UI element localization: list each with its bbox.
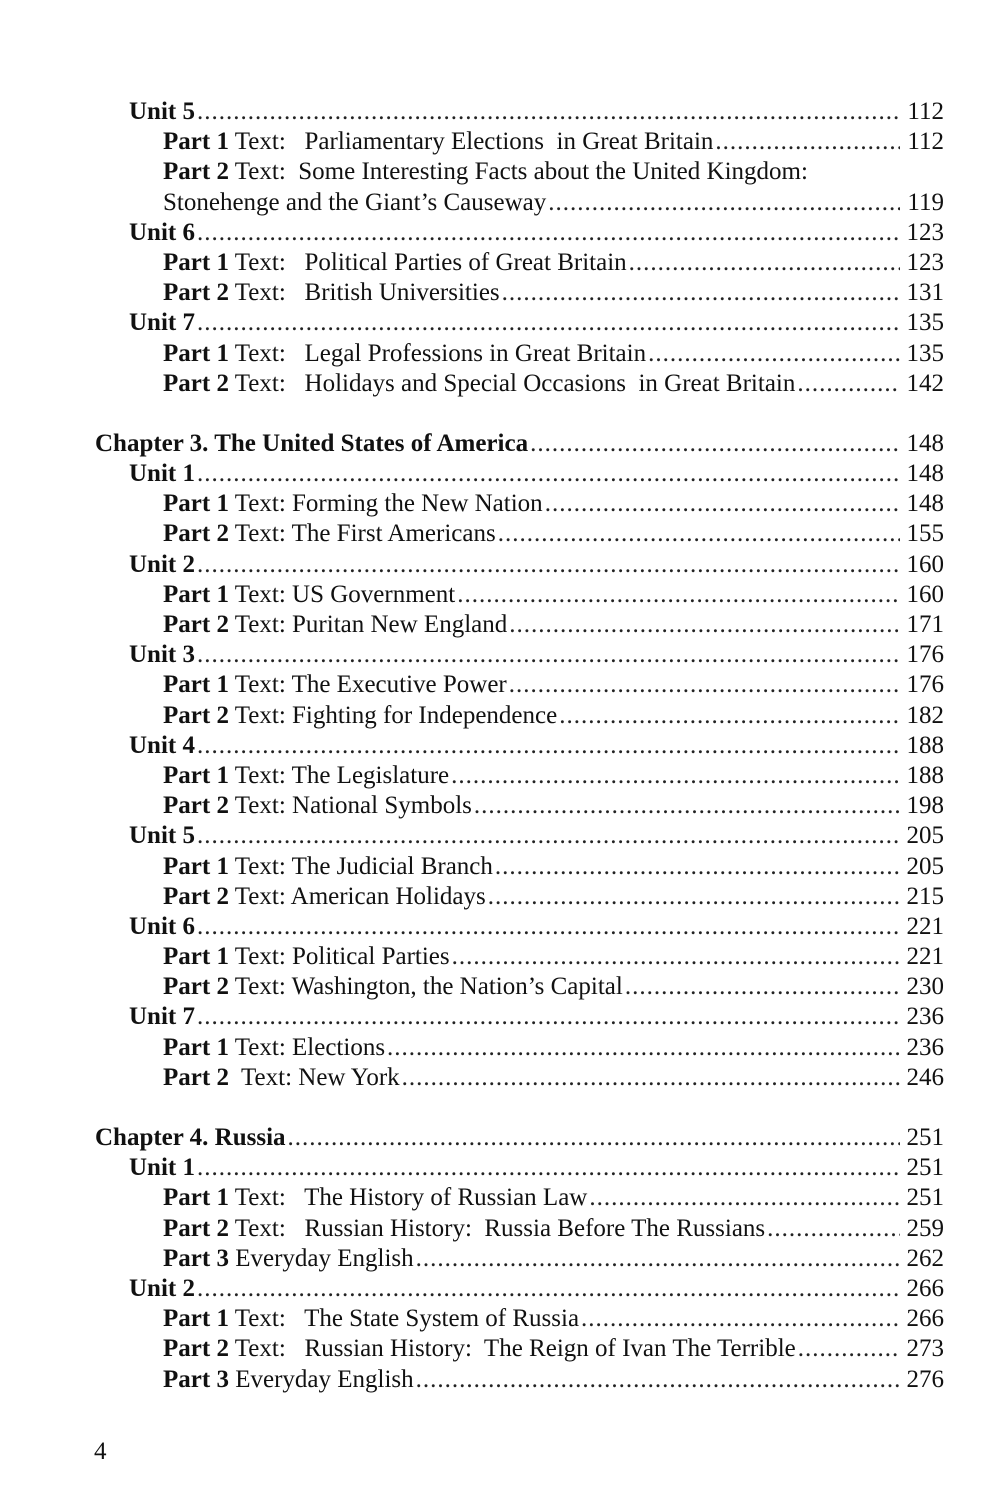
toc-entry-text: Text: Washington, the Nation’s Capital	[228, 973, 623, 1001]
toc-entry-heading: Unit 1	[129, 460, 195, 488]
toc-part-entry	[0, 1183, 1000, 1213]
toc-entry-heading: Unit 4	[129, 731, 195, 759]
toc-entry-title	[95, 429, 530, 459]
dot-leader	[530, 429, 900, 459]
dot-leader	[197, 550, 900, 580]
toc-page-number: 246	[904, 1063, 945, 1093]
toc-part-entry	[0, 489, 1000, 519]
dot-leader	[545, 489, 900, 519]
toc-part-entry	[0, 1214, 1000, 1244]
toc-entry-heading: Chapter 4. Russia	[95, 1124, 286, 1151]
toc-page-number: 176	[904, 670, 945, 700]
toc-page-number: 119	[904, 188, 944, 218]
toc-entry-heading: Part 2	[163, 882, 229, 910]
toc-part-entry	[0, 852, 1000, 882]
toc-page-number: 251	[904, 1183, 945, 1213]
toc-entry-title	[163, 852, 495, 882]
dot-leader	[197, 1274, 900, 1304]
toc-entry-text: Text: Political Parties	[228, 943, 450, 971]
toc-entry-text: Text: Some Interesting Facts about the United Kingdom:	[228, 158, 808, 186]
toc-unit-entry	[0, 550, 1000, 580]
toc-entry-title	[163, 580, 457, 610]
toc-unit-entry	[0, 821, 1000, 851]
toc-part-entry	[0, 369, 1000, 399]
dot-leader	[197, 1153, 900, 1183]
toc-entry-title	[129, 308, 197, 338]
toc-page-number: 182	[904, 701, 945, 731]
toc-page-number: 198	[904, 791, 945, 821]
toc-entry-heading: Part 1	[163, 248, 229, 276]
toc-entry-heading: Part 1	[163, 852, 229, 880]
toc-part-entry	[0, 1334, 1000, 1364]
toc-entry-title	[129, 912, 197, 942]
toc-part-entry	[0, 942, 1000, 972]
toc-page-number: 236	[904, 1033, 945, 1063]
toc-unit-entry	[0, 731, 1000, 761]
toc-entry-title	[163, 489, 545, 519]
toc-entry-title	[129, 218, 197, 248]
dot-leader	[474, 791, 900, 821]
toc-page-number: 276	[904, 1365, 945, 1395]
toc-part-entry	[0, 701, 1000, 731]
toc-entry-title	[95, 1123, 288, 1153]
toc-entry-text: Text: Political Parties of Great Britain	[228, 248, 627, 276]
toc-entry-heading: Part 2	[163, 369, 229, 397]
dot-leader	[197, 97, 900, 127]
toc-part-entry	[0, 127, 1000, 157]
toc-entry-heading: Part 1	[163, 1305, 229, 1333]
toc-entry-title	[163, 791, 474, 821]
toc-entry-heading: Part 2	[163, 973, 229, 1001]
toc-page-number: 142	[904, 369, 945, 399]
toc-entry-text: Text: Puritan New England	[228, 611, 508, 638]
toc-page-number: 266	[904, 1274, 945, 1304]
toc-entry-heading: Part 1	[163, 943, 229, 971]
dot-leader	[288, 1123, 900, 1153]
toc-part-entry	[0, 278, 1000, 308]
toc-part-entry	[0, 791, 1000, 821]
toc-entry-text: Everyday English	[228, 1244, 414, 1272]
toc-entry-title	[163, 339, 648, 369]
dot-leader	[197, 821, 900, 851]
toc-entry-title	[163, 278, 502, 308]
toc-page-number: 205	[904, 821, 945, 851]
toc-entry-text: Text: The Executive Power	[228, 671, 507, 699]
toc-page-number: 188	[904, 761, 945, 791]
dot-leader	[629, 248, 900, 278]
toc-entry-text: Text: The Judicial Branch	[228, 852, 493, 880]
toc-entry-title	[163, 882, 488, 912]
dot-leader	[495, 852, 900, 882]
toc-entry-title	[129, 1002, 197, 1032]
toc-part-entry	[0, 1365, 1000, 1395]
toc-entry-title	[163, 1365, 416, 1395]
dot-leader	[559, 701, 900, 731]
toc-entry-heading: Part 2	[163, 520, 229, 548]
toc-entry-heading: Unit 7	[129, 1003, 195, 1031]
toc-entry-heading: Part 2	[163, 279, 229, 307]
toc-entry-text: Text: US Government	[228, 580, 456, 608]
toc-entry-title	[163, 1033, 387, 1063]
toc-page-number: 112	[904, 97, 944, 127]
dot-leader	[589, 1183, 900, 1213]
toc-entry-text: Text: New York	[228, 1063, 400, 1091]
toc-part-entry	[0, 882, 1000, 912]
toc-entry-title	[129, 640, 197, 670]
dot-leader	[197, 912, 900, 942]
dot-leader	[648, 339, 900, 369]
toc-entry-title	[163, 761, 451, 791]
toc-part-entry	[0, 580, 1000, 610]
toc-chapter-entry	[0, 429, 1000, 459]
toc-entry-heading: Unit 2	[129, 1274, 195, 1302]
toc-page-number: 230	[904, 972, 945, 1002]
toc-entry-title	[163, 670, 509, 700]
toc-entry-title	[163, 1244, 416, 1274]
dot-leader	[498, 519, 900, 549]
toc-page-number: 123	[904, 248, 945, 278]
dot-leader	[509, 610, 900, 640]
toc-part-entry	[0, 339, 1000, 369]
toc-entry-text: Text: American Holidays	[228, 882, 486, 910]
toc-page-number: 266	[904, 1304, 945, 1334]
toc-entry-title	[163, 127, 715, 157]
dot-leader	[767, 1214, 900, 1244]
dot-leader	[416, 1244, 900, 1274]
toc-unit-entry	[0, 1153, 1000, 1183]
toc-entry-text: Text: Forming the New Nation	[228, 490, 543, 518]
toc-entry-heading: Part 2	[163, 701, 229, 729]
toc-page-number: 215	[904, 882, 945, 912]
dot-leader	[457, 580, 900, 610]
toc-entry-text: Text: Holidays and Special Occasions in Great Britain	[228, 369, 796, 397]
toc-entry-text: Text: Elections	[228, 1033, 386, 1061]
toc-entry-heading: Unit 2	[129, 550, 195, 578]
toc-entry-text: Text: The Legislature	[228, 761, 450, 789]
toc-entry-title	[129, 821, 197, 851]
toc-entry-heading: Part 2	[163, 158, 229, 186]
toc-unit-entry	[0, 459, 1000, 489]
dot-leader	[502, 278, 900, 308]
toc-entry-title	[163, 972, 625, 1002]
toc-part-entry	[0, 610, 1000, 640]
toc-entry-heading: Unit 6	[129, 218, 195, 246]
toc-page-number: 221	[904, 912, 945, 942]
toc-page-number: 273	[904, 1334, 945, 1364]
table-of-contents	[0, 97, 1000, 1395]
dot-leader	[402, 1063, 900, 1093]
toc-page-number: 123	[904, 218, 945, 248]
toc-page-number: 155	[904, 519, 945, 549]
toc-entry-heading: Unit 1	[129, 1154, 195, 1182]
toc-entry-title	[129, 1153, 197, 1183]
dot-leader	[625, 972, 900, 1002]
toc-entry-text: Everyday English	[228, 1365, 414, 1393]
toc-entry-heading: Part 2	[163, 1214, 229, 1242]
toc-entry-heading: Part 1	[163, 339, 229, 367]
dot-leader	[451, 761, 900, 791]
dot-leader	[416, 1365, 900, 1395]
toc-entry-text: Stonehenge and the Giant’s Causeway	[163, 188, 547, 216]
toc-entry-text: Text: Fighting for Independence	[228, 701, 558, 729]
toc-entry-title	[163, 1304, 581, 1334]
dot-leader	[797, 369, 900, 399]
toc-unit-entry	[0, 218, 1000, 248]
toc-entry-heading: Part 2	[163, 1335, 229, 1363]
toc-entry-text: Text: The History of Russian Law	[228, 1184, 588, 1212]
toc-page-number: 135	[904, 339, 945, 369]
toc-page-number: 112	[904, 127, 944, 157]
toc-entry-heading: Part 1	[163, 1033, 229, 1061]
toc-page-number: 251	[904, 1123, 945, 1153]
toc-page-number: 176	[904, 640, 945, 670]
toc-entry-heading: Part 2	[163, 611, 229, 638]
section-gap	[0, 399, 1000, 429]
toc-entry-text: Text: The State System of Russia	[228, 1305, 580, 1333]
toc-page-number: 251	[904, 1153, 945, 1183]
dot-leader	[509, 670, 900, 700]
toc-page-number: 148	[904, 489, 945, 519]
toc-page-number: 160	[904, 550, 945, 580]
section-gap	[0, 1093, 1000, 1123]
dot-leader	[715, 127, 900, 157]
toc-entry-title	[163, 942, 452, 972]
toc-part-entry	[0, 1304, 1000, 1334]
toc-entry-title	[163, 1334, 798, 1364]
toc-entry-heading: Chapter 3. The United States of America	[95, 429, 529, 457]
dot-leader	[197, 459, 900, 489]
toc-entry-heading: Unit 3	[129, 641, 195, 669]
toc-entry-title	[163, 610, 509, 640]
toc-entry-text: Text: Parliamentary Elections in Great Britain	[228, 128, 714, 156]
toc-entry-heading: Unit 7	[129, 309, 195, 337]
toc-page-number: 262	[904, 1244, 945, 1274]
toc-page-number: 171	[904, 610, 945, 640]
toc-page-number: 160	[904, 580, 945, 610]
toc-entry-text: Text: National Symbols	[228, 792, 472, 820]
toc-part-entry	[0, 761, 1000, 791]
toc-part-entry	[0, 519, 1000, 549]
toc-entry-text: Text: Legal Professions in Great Britain	[228, 339, 647, 367]
toc-entry-heading: Unit 6	[129, 912, 195, 940]
toc-part-entry	[0, 1063, 1000, 1093]
toc-part-entry	[0, 1244, 1000, 1274]
toc-entry-heading: Part 2	[163, 1063, 229, 1091]
toc-part-entry	[0, 972, 1000, 1002]
toc-chapter-entry	[0, 1123, 1000, 1153]
dot-leader	[197, 640, 900, 670]
toc-entry-heading: Part 1	[163, 490, 229, 518]
toc-entry-title	[163, 248, 629, 278]
toc-entry-title	[163, 1214, 767, 1244]
toc-entry-heading: Unit 5	[129, 822, 195, 850]
toc-unit-entry	[0, 97, 1000, 127]
toc-part-entry	[0, 248, 1000, 278]
toc-entry-title	[163, 519, 498, 549]
toc-entry-heading: Part 1	[163, 761, 229, 789]
toc-entry-text: Text: Russian History: The Reign of Ivan The Terrible	[228, 1335, 796, 1363]
toc-entry-heading: Part 1	[163, 128, 229, 156]
toc-entry-title	[129, 97, 197, 127]
toc-entry-title	[163, 701, 559, 731]
toc-page-number: 148	[904, 429, 945, 459]
dot-leader	[452, 942, 900, 972]
toc-entry-heading: Part 1	[163, 1184, 229, 1212]
toc-entry-heading: Part 3	[163, 1244, 229, 1272]
toc-entry-title	[163, 188, 548, 218]
toc-entry-title	[163, 1183, 589, 1213]
dot-leader	[488, 882, 900, 912]
dot-leader	[197, 1002, 900, 1032]
toc-page-number: 205	[904, 852, 945, 882]
toc-entry-title	[129, 550, 197, 580]
toc-unit-entry	[0, 1002, 1000, 1032]
toc-entry-title	[163, 369, 797, 399]
dot-leader	[548, 188, 900, 218]
toc-entry-title	[163, 1063, 402, 1093]
dot-leader	[197, 308, 900, 338]
toc-part-entry	[0, 188, 1000, 218]
toc-unit-entry	[0, 1274, 1000, 1304]
toc-entry-text: Text: Russian History: Russia Before The Russians	[228, 1214, 766, 1242]
toc-page-number: 236	[904, 1002, 945, 1032]
toc-part-entry	[0, 157, 1000, 187]
toc-page-number: 188	[904, 731, 945, 761]
toc-unit-entry	[0, 308, 1000, 338]
dot-leader	[197, 218, 900, 248]
toc-part-entry	[0, 670, 1000, 700]
toc-entry-title	[129, 459, 197, 489]
dot-leader	[581, 1304, 900, 1334]
toc-unit-entry	[0, 640, 1000, 670]
toc-page-number: 148	[904, 459, 945, 489]
dot-leader	[798, 1334, 900, 1364]
toc-entry-text: Text: The First Americans	[228, 520, 496, 548]
toc-page-number: 135	[904, 308, 945, 338]
toc-entry-heading: Part 2	[163, 792, 229, 820]
toc-entry-text: Text: British Universities	[228, 279, 500, 307]
toc-page-number: 259	[904, 1214, 945, 1244]
toc-page-number: 221	[904, 942, 945, 972]
dot-leader	[197, 731, 900, 761]
dot-leader	[387, 1033, 900, 1063]
toc-part-entry	[0, 1033, 1000, 1063]
toc-entry-title	[163, 157, 810, 187]
toc-entry-heading: Unit 5	[129, 98, 195, 125]
page-number: 4	[94, 1438, 107, 1465]
toc-entry-heading: Part 1	[163, 580, 229, 608]
toc-entry-heading: Part 1	[163, 671, 229, 699]
toc-entry-title	[129, 731, 197, 761]
toc-page-number: 131	[904, 278, 945, 308]
toc-entry-title	[129, 1274, 197, 1304]
toc-unit-entry	[0, 912, 1000, 942]
toc-entry-heading: Part 3	[163, 1365, 229, 1393]
